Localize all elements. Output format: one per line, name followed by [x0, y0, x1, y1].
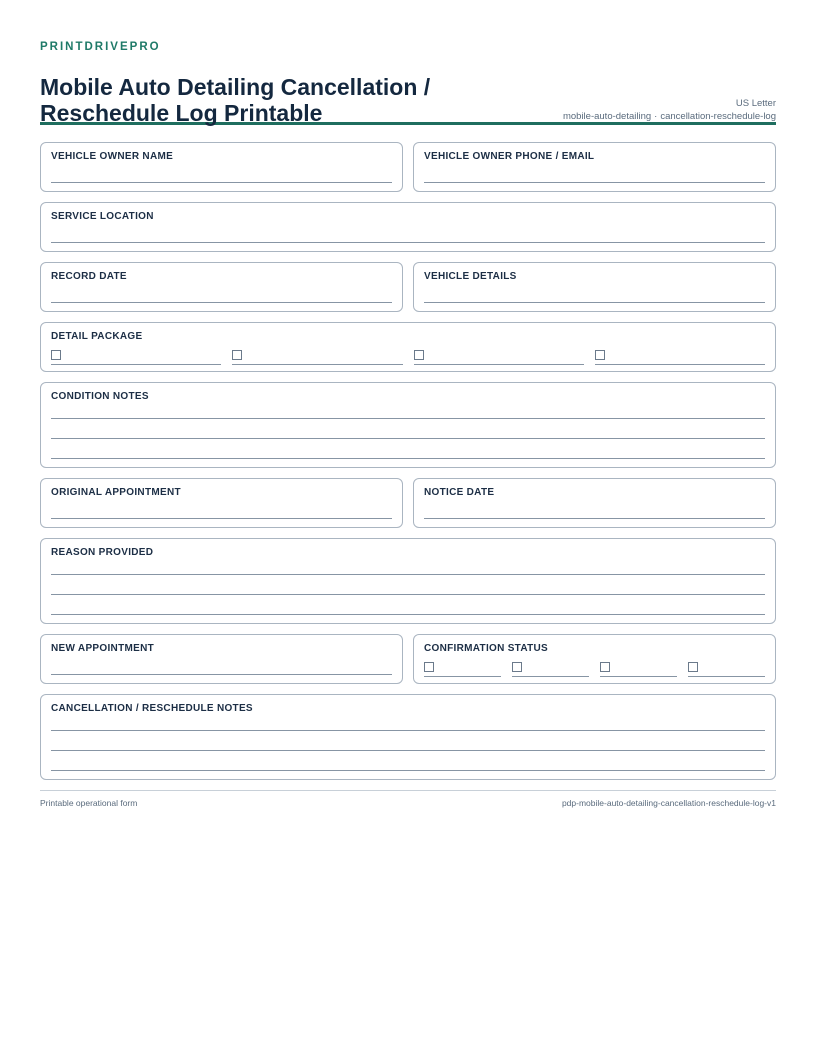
notice-date-field[interactable]	[413, 478, 776, 528]
write-line[interactable]	[51, 182, 392, 183]
write-line[interactable]	[51, 674, 392, 675]
form-row	[40, 538, 776, 624]
checkbox-group	[51, 349, 765, 365]
write-line[interactable]	[424, 518, 765, 519]
field-label: DETAIL PACKAGE	[51, 331, 143, 342]
document-slug	[563, 110, 776, 123]
checkbox[interactable]	[600, 662, 610, 672]
confirmation-status-field	[413, 634, 776, 684]
write-line[interactable]	[51, 574, 765, 575]
field-label: CANCELLATION / RESCHEDULE NOTES	[51, 703, 253, 714]
separator-text: ·	[654, 111, 658, 122]
paper-size: US Letter	[735, 98, 776, 109]
package-option[interactable]	[232, 349, 402, 365]
status-option[interactable]	[600, 661, 677, 677]
package-option[interactable]	[414, 349, 584, 365]
condition-notes-field[interactable]	[40, 382, 776, 468]
write-line[interactable]	[51, 458, 765, 459]
vehicle-details-field[interactable]	[413, 262, 776, 312]
write-line[interactable]	[51, 302, 392, 303]
write-line[interactable]	[51, 594, 765, 595]
form-row	[40, 694, 776, 780]
write-line[interactable]	[51, 438, 765, 439]
document-meta	[563, 97, 776, 123]
field-label: CONDITION NOTES	[51, 391, 149, 402]
form-body	[40, 142, 776, 790]
record-date-field[interactable]	[40, 262, 403, 312]
form-row	[40, 142, 776, 192]
slug-text: cancellation-reschedule-log	[660, 111, 776, 122]
checkbox[interactable]	[232, 350, 242, 360]
write-line[interactable]	[51, 770, 765, 771]
field-label: NEW APPOINTMENT	[51, 643, 155, 654]
footer-left-text: Printable operational form	[40, 798, 138, 808]
page-title: Mobile Auto Detailing Cancellation / Reschedule Log Printable	[40, 74, 431, 126]
field-label: VEHICLE DETAILS	[424, 271, 517, 282]
vehicle-owner-contact-field[interactable]	[413, 142, 776, 192]
write-line[interactable]	[424, 182, 765, 183]
service-location-field[interactable]	[40, 202, 776, 252]
original-appointment-field[interactable]	[40, 478, 403, 528]
header	[40, 54, 776, 125]
form-row	[40, 202, 776, 252]
status-option[interactable]	[688, 661, 765, 677]
vehicle-owner-name-field[interactable]	[40, 142, 403, 192]
checkbox[interactable]	[512, 662, 522, 672]
category-text: mobile-auto-detailing	[562, 111, 652, 122]
write-line[interactable]	[51, 418, 765, 419]
field-label: VEHICLE OWNER NAME	[51, 151, 174, 162]
page-footer	[40, 790, 776, 808]
form-row	[40, 262, 776, 312]
footer-document-id: pdp-mobile-auto-detailing-cancellation-reschedule-log-v1	[561, 798, 776, 808]
checkbox[interactable]	[414, 350, 424, 360]
field-label: CONFIRMATION STATUS	[424, 643, 549, 654]
write-line[interactable]	[424, 302, 765, 303]
write-line[interactable]	[51, 750, 765, 751]
form-row	[40, 634, 776, 684]
field-label: REASON PROVIDED	[51, 547, 154, 558]
form-page	[40, 40, 776, 808]
form-row	[40, 322, 776, 372]
checkbox[interactable]	[51, 350, 61, 360]
field-label: ORIGINAL APPOINTMENT	[51, 487, 181, 498]
checkbox[interactable]	[424, 662, 434, 672]
checkbox[interactable]	[595, 350, 605, 360]
status-option[interactable]	[512, 661, 589, 677]
new-appointment-field[interactable]	[40, 634, 403, 684]
field-label: NOTICE DATE	[424, 487, 495, 498]
field-label: SERVICE LOCATION	[51, 211, 154, 222]
field-label: VEHICLE OWNER PHONE / EMAIL	[424, 151, 595, 162]
form-row	[40, 478, 776, 528]
form-row	[40, 382, 776, 468]
write-line[interactable]	[51, 242, 765, 243]
status-option[interactable]	[424, 661, 501, 677]
package-option[interactable]	[51, 349, 221, 365]
field-label: RECORD DATE	[51, 271, 127, 282]
write-line[interactable]	[51, 730, 765, 731]
checkbox[interactable]	[688, 662, 698, 672]
write-line[interactable]	[51, 518, 392, 519]
cancellation-notes-field[interactable]	[40, 694, 776, 780]
write-line[interactable]	[51, 614, 765, 615]
detail-package-field	[40, 322, 776, 372]
checkbox-group	[424, 661, 765, 677]
package-option[interactable]	[595, 349, 765, 365]
reason-provided-field[interactable]	[40, 538, 776, 624]
brand-name: PRINTDRIVEPRO	[40, 41, 161, 53]
